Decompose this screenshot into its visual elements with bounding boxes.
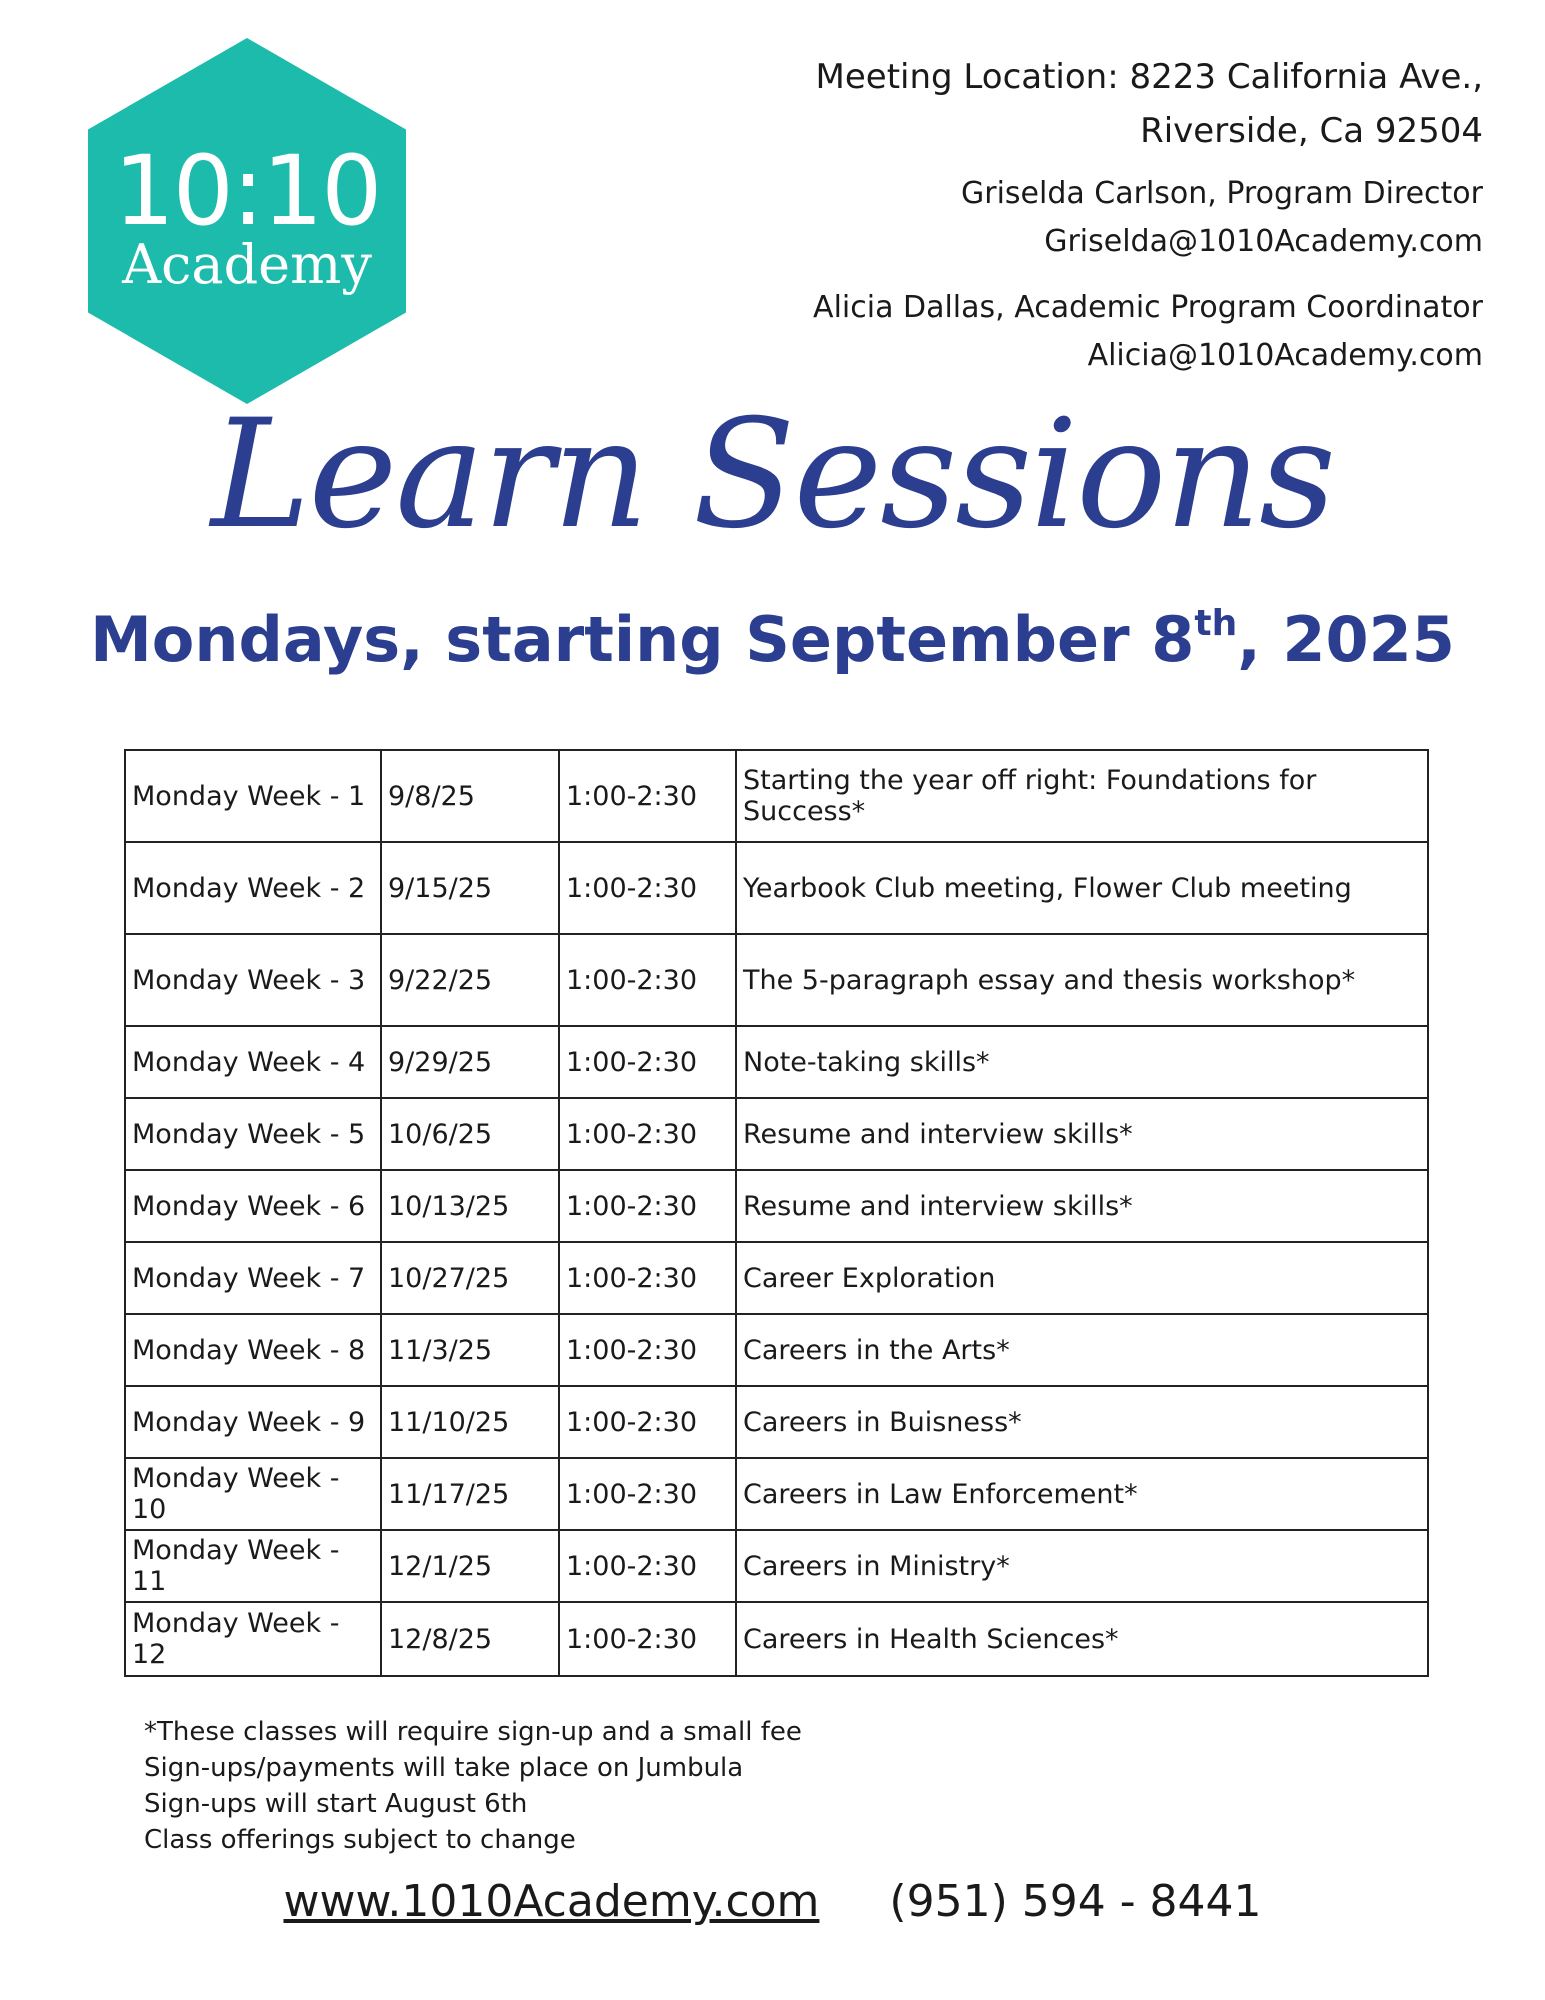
table-row bbox=[125, 934, 1428, 1026]
time-cell: 1:00-2:30 bbox=[559, 750, 736, 842]
time-cell: 1:00-2:30 bbox=[559, 1530, 736, 1602]
coordinator-name: Alicia Dallas, Academic Program Coordinator bbox=[813, 290, 1483, 325]
meeting-location-line2: Riverside, Ca 92504 bbox=[1140, 111, 1483, 151]
time-cell: 1:00-2:30 bbox=[559, 934, 736, 1026]
meeting-location-line1: Meeting Location: 8223 California Ave., bbox=[815, 57, 1483, 97]
topic-cell: Yearbook Club meeting, Flower Club meeting bbox=[736, 842, 1428, 934]
time-cell: 1:00-2:30 bbox=[559, 1242, 736, 1314]
date-cell: 10/13/25 bbox=[381, 1170, 559, 1242]
logo-word: Academy bbox=[122, 233, 372, 296]
date-cell: 12/1/25 bbox=[381, 1530, 559, 1602]
footnote-line: *These classes will require sign-up and a small fee bbox=[144, 1717, 802, 1747]
academy-logo bbox=[88, 38, 406, 404]
time-cell: 1:00-2:30 bbox=[559, 842, 736, 934]
table-row bbox=[125, 1602, 1428, 1676]
program-director-email[interactable]: Griselda@1010Academy.com bbox=[1044, 224, 1483, 259]
week-cell: Monday Week - 10 bbox=[125, 1458, 381, 1530]
table-row bbox=[125, 750, 1428, 842]
website-link[interactable]: www.1010Academy.com bbox=[283, 1876, 820, 1927]
table-row bbox=[125, 1314, 1428, 1386]
topic-cell: Careers in Health Sciences* bbox=[736, 1602, 1428, 1676]
topic-cell: Careers in Law Enforcement* bbox=[736, 1458, 1428, 1530]
topic-cell: Career Exploration bbox=[736, 1242, 1428, 1314]
coordinator-email[interactable]: Alicia@1010Academy.com bbox=[1087, 338, 1483, 373]
week-cell: Monday Week - 7 bbox=[125, 1242, 381, 1314]
topic-cell: Careers in the Arts* bbox=[736, 1314, 1428, 1386]
footnote-line: Sign-ups will start August 6th bbox=[144, 1789, 528, 1819]
week-cell: Monday Week - 5 bbox=[125, 1098, 381, 1170]
page-title: Learn Sessions bbox=[210, 388, 1335, 562]
week-cell: Monday Week - 2 bbox=[125, 842, 381, 934]
logo-number: 10:10 bbox=[113, 135, 381, 247]
footer bbox=[0, 1876, 1545, 1927]
date-cell: 9/22/25 bbox=[381, 934, 559, 1026]
time-cell: 1:00-2:30 bbox=[559, 1386, 736, 1458]
week-cell: Monday Week - 9 bbox=[125, 1386, 381, 1458]
table-row bbox=[125, 1386, 1428, 1458]
date-cell: 11/3/25 bbox=[381, 1314, 559, 1386]
date-cell: 11/10/25 bbox=[381, 1386, 559, 1458]
schedule-subtitle bbox=[0, 603, 1545, 676]
week-cell: Monday Week - 12 bbox=[125, 1602, 381, 1676]
subtitle-ordinal: th bbox=[1194, 603, 1238, 644]
contact-block bbox=[813, 50, 1483, 380]
topic-cell: Note-taking skills* bbox=[736, 1026, 1428, 1098]
table-row bbox=[125, 1530, 1428, 1602]
time-cell: 1:00-2:30 bbox=[559, 1602, 736, 1676]
week-cell: Monday Week - 1 bbox=[125, 750, 381, 842]
date-cell: 12/8/25 bbox=[381, 1602, 559, 1676]
date-cell: 10/6/25 bbox=[381, 1098, 559, 1170]
subtitle-prefix: Mondays, starting September 8 bbox=[90, 603, 1195, 676]
week-cell: Monday Week - 6 bbox=[125, 1170, 381, 1242]
table-row bbox=[125, 842, 1428, 934]
table-row bbox=[125, 1458, 1428, 1530]
date-cell: 9/8/25 bbox=[381, 750, 559, 842]
topic-cell: The 5-paragraph essay and thesis workshop* bbox=[736, 934, 1428, 1026]
date-cell: 9/29/25 bbox=[381, 1026, 559, 1098]
date-cell: 10/27/25 bbox=[381, 1242, 559, 1314]
footnote-line: Class offerings subject to change bbox=[144, 1825, 576, 1855]
topic-cell: Starting the year off right: Foundations for Success* bbox=[736, 750, 1428, 842]
topic-cell: Resume and interview skills* bbox=[736, 1170, 1428, 1242]
week-cell: Monday Week - 3 bbox=[125, 934, 381, 1026]
footnotes bbox=[144, 1714, 802, 1858]
week-cell: Monday Week - 8 bbox=[125, 1314, 381, 1386]
topic-cell: Resume and interview skills* bbox=[736, 1098, 1428, 1170]
table-row bbox=[125, 1026, 1428, 1098]
date-cell: 11/17/25 bbox=[381, 1458, 559, 1530]
subtitle-suffix: , 2025 bbox=[1237, 603, 1455, 676]
time-cell: 1:00-2:30 bbox=[559, 1098, 736, 1170]
topic-cell: Careers in Buisness* bbox=[736, 1386, 1428, 1458]
table-row bbox=[125, 1098, 1428, 1170]
week-cell: Monday Week - 4 bbox=[125, 1026, 381, 1098]
week-cell: Monday Week - 11 bbox=[125, 1530, 381, 1602]
table-row bbox=[125, 1242, 1428, 1314]
table-row bbox=[125, 1170, 1428, 1242]
program-director-name: Griselda Carlson, Program Director bbox=[961, 176, 1483, 211]
footnote-line: Sign-ups/payments will take place on Jumbula bbox=[144, 1753, 744, 1783]
time-cell: 1:00-2:30 bbox=[559, 1458, 736, 1530]
date-cell: 9/15/25 bbox=[381, 842, 559, 934]
time-cell: 1:00-2:30 bbox=[559, 1170, 736, 1242]
time-cell: 1:00-2:30 bbox=[559, 1314, 736, 1386]
time-cell: 1:00-2:30 bbox=[559, 1026, 736, 1098]
phone-number[interactable]: (951) 594 - 8441 bbox=[889, 1876, 1262, 1927]
topic-cell: Careers in Ministry* bbox=[736, 1530, 1428, 1602]
schedule-table bbox=[124, 749, 1429, 1677]
